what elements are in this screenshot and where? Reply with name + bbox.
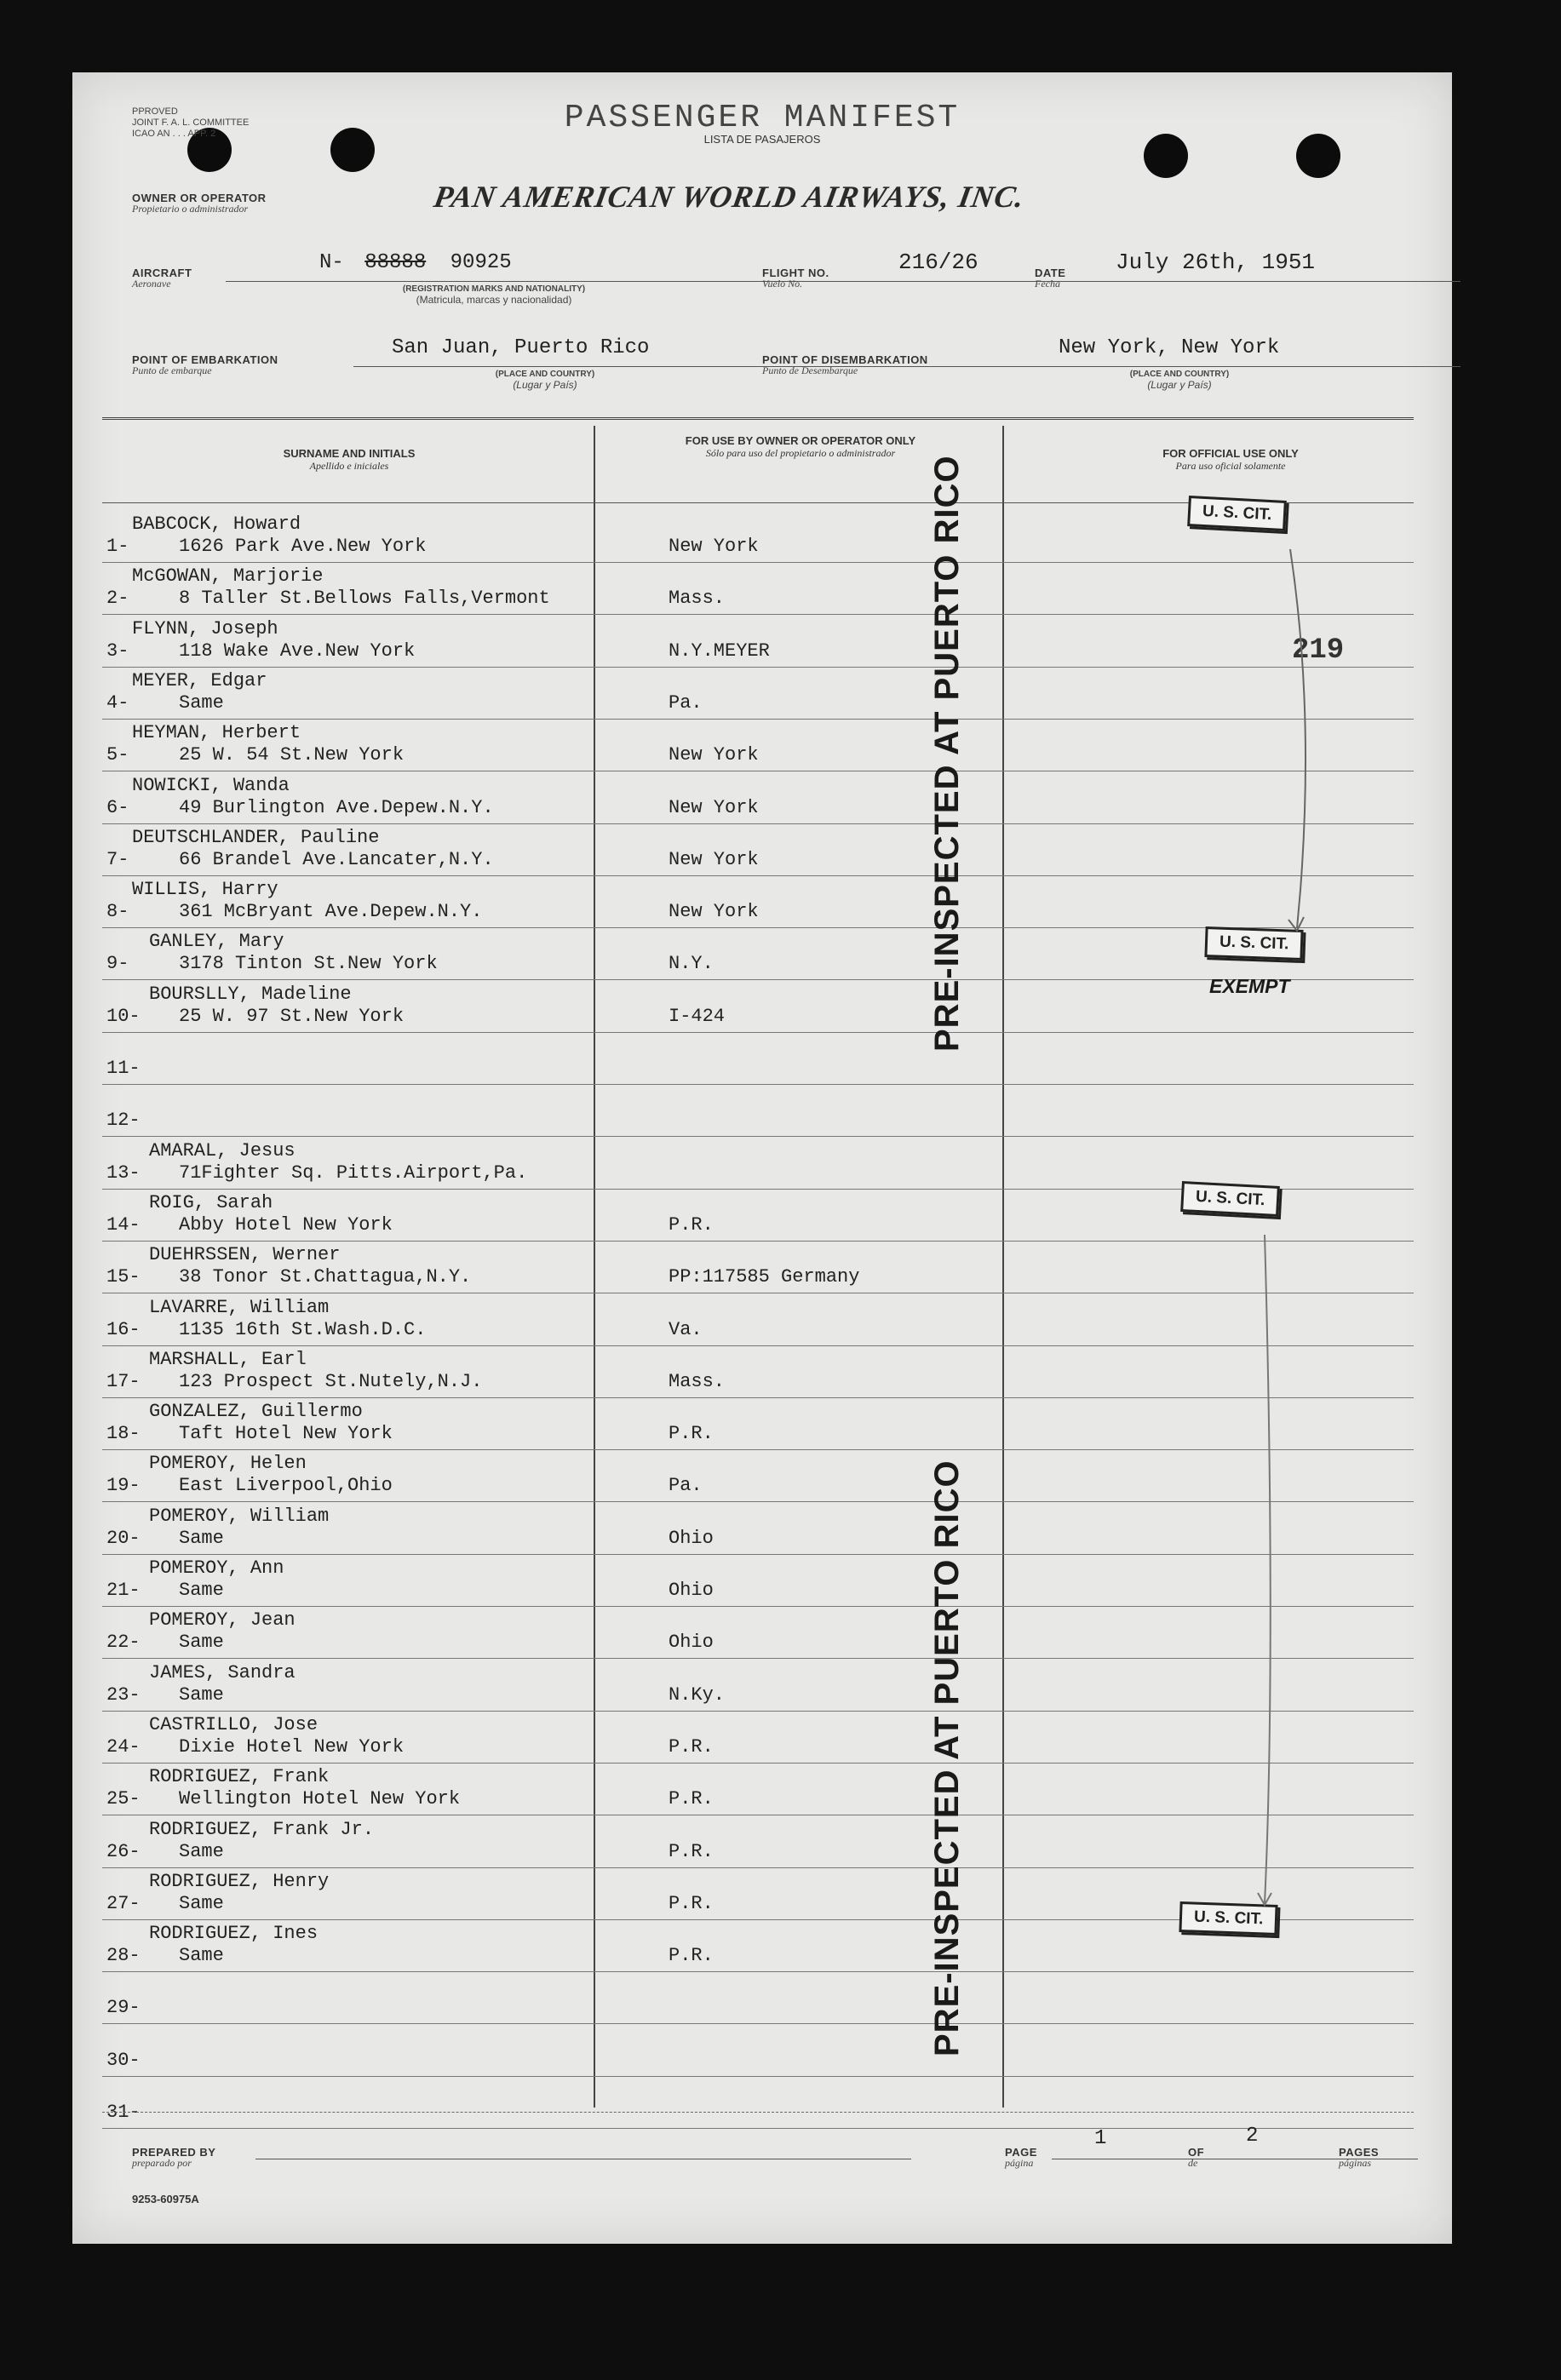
- operator-note: Pa.: [669, 691, 703, 714]
- passenger-name: WILLIS, Harry: [132, 879, 278, 901]
- passenger-name: McGOWAN, Marjorie: [132, 565, 324, 588]
- row-number: 29-: [106, 1997, 141, 2019]
- row-rule: [102, 667, 1414, 668]
- row-number: 5-: [106, 744, 129, 766]
- passenger-name: AMARAL, Jesus: [149, 1139, 296, 1161]
- operator-note: P.R.: [669, 1892, 714, 1914]
- title-block: [515, 100, 1009, 146]
- pages-label-block: [1339, 2146, 1379, 2170]
- passenger-address: Taft Hotel New York: [179, 1423, 393, 1445]
- row-number: 30-: [106, 2049, 141, 2071]
- row-number: 8-: [106, 901, 129, 923]
- passenger-name: GANLEY, Mary: [149, 931, 284, 953]
- operator-note: Ohio: [669, 1580, 714, 1601]
- column-divider: [1002, 426, 1004, 2108]
- pages-sublabel: páginas: [1339, 2157, 1372, 2169]
- row-number: 1-: [106, 536, 129, 557]
- col-official-sublabel: Para uso oficial solamente: [1175, 460, 1286, 472]
- row-number: 23-: [106, 1683, 141, 1706]
- aircraft-value: [319, 251, 512, 274]
- passenger-address: Same: [179, 1683, 224, 1706]
- col-official-label: FOR OFFICIAL USE ONLY: [1162, 447, 1299, 460]
- col-official-header: [1077, 447, 1384, 473]
- row-number: 28-: [106, 1945, 141, 1967]
- form-number: 9253-60975A: [132, 2193, 199, 2205]
- passenger-address: Same: [179, 1945, 224, 1967]
- table-top-rule: [102, 417, 1414, 420]
- row-number: 11-: [106, 1058, 141, 1079]
- operator-note: New York: [669, 796, 759, 818]
- passenger-address: Same: [179, 1632, 224, 1654]
- passenger-address: 8 Taller St.Bellows Falls,Vermont: [179, 588, 550, 610]
- col-surname-sublabel: Apellido e iniciales: [309, 460, 389, 472]
- of-label: OF: [1188, 2146, 1205, 2159]
- row-rule: [102, 1345, 1414, 1346]
- approval-line: JOINT F. A. L. COMMITTEE: [132, 118, 250, 128]
- flight-label: FLIGHT NO.: [762, 267, 829, 279]
- aircraft-label-block: [132, 267, 192, 290]
- passenger-name: MEYER, Edgar: [132, 669, 267, 691]
- page-number: 1: [1094, 2127, 1107, 2150]
- passenger-name: BOURSLLY, Madeline: [149, 983, 352, 1005]
- airline-name: PAN AMERICAN WORLD AIRWAYS, INC.: [431, 180, 1028, 214]
- operator-note: New York: [669, 848, 759, 870]
- passenger-address: East Liverpool,Ohio: [179, 1475, 393, 1497]
- row-number: 20-: [106, 1527, 141, 1549]
- caption: (PLACE AND COUNTRY): [495, 370, 595, 379]
- col-surname-label: SURNAME AND INITIALS: [283, 447, 416, 460]
- aircraft-prefix: N-: [319, 251, 344, 274]
- punch-hole: [1296, 134, 1340, 178]
- page-label: PAGE: [1005, 2146, 1037, 2159]
- row-rule: [102, 1032, 1414, 1033]
- passenger-address: 1135 16th St.Wash.D.C.: [179, 1318, 427, 1340]
- row-rule: [102, 875, 1414, 876]
- operator-note: P.R.: [669, 1840, 714, 1862]
- row-number: 13-: [106, 1161, 141, 1184]
- operator-note: PP:117585 Germany: [669, 1266, 860, 1288]
- passenger-name: BABCOCK, Howard: [132, 513, 301, 535]
- embark-label: POINT OF EMBARKATION: [132, 353, 278, 366]
- passenger-name: HEYMAN, Herbert: [132, 722, 301, 744]
- total-pages: 2: [1246, 2125, 1259, 2148]
- page-sublabel: página: [1005, 2157, 1034, 2169]
- row-rule: [102, 1501, 1414, 1502]
- passenger-address: Same: [179, 1527, 224, 1549]
- operator-note: N.Y.: [669, 953, 714, 975]
- prepared-sublabel: preparado por: [132, 2157, 192, 2169]
- row-number: 9-: [106, 953, 129, 975]
- passenger-address: 25 W. 97 St.New York: [179, 1005, 405, 1027]
- passenger-name: RODRIGUEZ, Frank Jr.: [149, 1818, 375, 1840]
- disembark-label-block: [762, 353, 928, 377]
- row-rule: [102, 823, 1414, 824]
- passenger-address: Wellington Hotel New York: [179, 1788, 461, 1810]
- passenger-address: Dixie Hotel New York: [179, 1735, 405, 1758]
- passenger-address: Same: [179, 1580, 224, 1601]
- column-divider: [594, 426, 595, 2108]
- passenger-name: RODRIGUEZ, Frank: [149, 1766, 330, 1788]
- operator-note: P.R.: [669, 1423, 714, 1445]
- row-number: 4-: [106, 691, 129, 714]
- us-cit-stamp: U. S. CIT.: [1204, 926, 1303, 961]
- operator-note: N.Ky.: [669, 1683, 726, 1706]
- passenger-name: POMEROY, Helen: [149, 1453, 307, 1475]
- preinspected-stamp: PRE-INSPECTED AT PUERTO RICO: [928, 455, 966, 1052]
- operator-note: New York: [669, 901, 759, 923]
- row-number: 21-: [106, 1580, 141, 1601]
- row-number: 25-: [106, 1788, 141, 1810]
- row-rule: [102, 1136, 1414, 1137]
- owner-label: OWNER OR OPERATOR: [132, 192, 267, 204]
- row-rule: [102, 614, 1414, 615]
- col-owner-label: FOR USE BY OWNER OR OPERATOR ONLY: [685, 434, 916, 447]
- passenger-name: NOWICKI, Wanda: [132, 774, 290, 796]
- aircraft-struck: 88888: [364, 251, 427, 274]
- row-number: 31-: [106, 2102, 141, 2123]
- row-rule: [102, 2023, 1414, 2024]
- row-number: 19-: [106, 1475, 141, 1497]
- passenger-address: 118 Wake Ave.New York: [179, 639, 416, 662]
- passenger-address: 25 W. 54 St.New York: [179, 744, 405, 766]
- flight-label-block: [762, 267, 829, 290]
- passenger-address: 1626 Park Ave.New York: [179, 536, 427, 557]
- operator-note: P.R.: [669, 1213, 714, 1236]
- row-rule: [102, 1554, 1414, 1555]
- passenger-address: Same: [179, 691, 224, 714]
- us-cit-stamp: U. S. CIT.: [1180, 1181, 1280, 1217]
- passenger-name: FLYNN, Joseph: [132, 617, 278, 639]
- date-label-block: [1035, 267, 1065, 290]
- passenger-address: 38 Tonor St.Chattagua,N.Y.: [179, 1266, 472, 1288]
- row-number: 12-: [106, 1110, 141, 1132]
- passenger-name: MARSHALL, Earl: [149, 1348, 307, 1370]
- row-number: 15-: [106, 1266, 141, 1288]
- passenger-address: 71Fighter Sq. Pitts.Airport,Pa.: [179, 1161, 528, 1184]
- passenger-name: DUEHRSSEN, Werner: [149, 1244, 341, 1266]
- row-rule: [102, 1867, 1414, 1868]
- divider: [226, 281, 1461, 282]
- row-number: 22-: [106, 1632, 141, 1654]
- row-number: 14-: [106, 1213, 141, 1236]
- row-number: 3-: [106, 639, 129, 662]
- aircraft-sublabel: Aeronave: [132, 278, 171, 290]
- row-number: 10-: [106, 1005, 141, 1027]
- flight-value: 216/26: [898, 249, 978, 275]
- operator-note: N.Y.MEYER: [669, 639, 770, 662]
- flight-sublabel: Vuelo No.: [762, 278, 803, 290]
- row-rule: [102, 1711, 1414, 1712]
- embark-sublabel: Punto de embarque: [132, 364, 212, 376]
- caption: (REGISTRATION MARKS AND NATIONALITY): [402, 284, 586, 294]
- row-rule: [102, 1449, 1414, 1450]
- date-value: July 26th, 1951: [1116, 249, 1316, 275]
- prepared-label: PREPARED BY: [132, 2146, 216, 2159]
- disembark-value: New York, New York: [1059, 336, 1280, 359]
- page-label-block: [1005, 2146, 1037, 2170]
- aircraft-registration: 90925: [450, 251, 512, 274]
- aircraft-caption: [349, 284, 639, 306]
- embark-label-block: [132, 353, 278, 377]
- row-number: 6-: [106, 796, 129, 818]
- approval-line: PPROVED: [132, 106, 178, 117]
- passenger-address: Same: [179, 1892, 224, 1914]
- row-rule: [102, 562, 1414, 563]
- passenger-name: LAVARRE, William: [149, 1296, 330, 1318]
- passenger-name: POMEROY, William: [149, 1505, 330, 1527]
- operator-note: P.R.: [669, 1945, 714, 1967]
- aircraft-label: AIRCRAFT: [132, 267, 192, 279]
- row-number: 2-: [106, 588, 129, 610]
- operator-note: Pa.: [669, 1475, 703, 1497]
- exempt-stamp: EXEMPT: [1209, 975, 1290, 997]
- row-number: 18-: [106, 1423, 141, 1445]
- embark-value: San Juan, Puerto Rico: [392, 336, 650, 359]
- passenger-name: GONZALEZ, Guillermo: [149, 1401, 363, 1423]
- owner-sublabel: Propietario o administrador: [132, 203, 249, 215]
- operator-note: New York: [669, 536, 759, 557]
- of-label-block: [1188, 2146, 1204, 2170]
- punch-hole: [1144, 134, 1188, 178]
- disembark-label: POINT OF DISEMBARKATION: [762, 353, 928, 366]
- us-cit-stamp: U. S. CIT.: [1179, 1901, 1277, 1936]
- count-annotation: 219: [1292, 634, 1345, 667]
- row-rule: [102, 2128, 1414, 2129]
- date-label: DATE: [1035, 267, 1066, 279]
- operator-note: P.R.: [669, 1788, 714, 1810]
- row-number: 24-: [106, 1735, 141, 1758]
- col-owner-header: [660, 434, 941, 460]
- passenger-name: RODRIGUEZ, Henry: [149, 1870, 330, 1892]
- caption: (Lugar y País): [1147, 379, 1212, 391]
- prepared-block: [132, 2146, 215, 2170]
- row-number: 26-: [106, 1840, 141, 1862]
- passenger-address: 123 Prospect St.Nutely,N.J.: [179, 1370, 483, 1392]
- preinspected-stamp: PRE-INSPECTED AT PUERTO RICO: [928, 1460, 966, 2056]
- pages-label: PAGES: [1339, 2146, 1380, 2159]
- operator-note: Mass.: [669, 588, 726, 610]
- passenger-name: ROIG, Sarah: [149, 1191, 273, 1213]
- row-rule: [102, 1241, 1414, 1242]
- approval-line: ICAO AN . . . APP. 2: [132, 129, 216, 139]
- row-number: 16-: [106, 1318, 141, 1340]
- col-owner-sublabel: Sólo para uso del propietario o administrador: [705, 447, 896, 459]
- page-title: PASSENGER MANIFEST: [564, 100, 961, 136]
- operator-note: Mass.: [669, 1370, 726, 1392]
- operator-note: New York: [669, 744, 759, 766]
- passenger-name: POMEROY, Jean: [149, 1609, 296, 1632]
- row-rule: [102, 719, 1414, 720]
- passenger-name: JAMES, Sandra: [149, 1661, 296, 1683]
- us-cit-stamp: U. S. CIT.: [1187, 496, 1287, 531]
- passenger-address: 49 Burlington Ave.Depew.N.Y.: [179, 796, 494, 818]
- of-sublabel: de: [1188, 2157, 1198, 2169]
- operator-note: Va.: [669, 1318, 703, 1340]
- passenger-address: 66 Brandel Ave.Lancater,N.Y.: [179, 848, 494, 870]
- passenger-name: POMEROY, Ann: [149, 1557, 284, 1579]
- caption: (Matricula, marcas y nacionalidad): [416, 294, 572, 306]
- operator-note: I-424: [669, 1005, 726, 1027]
- page-subtitle: LISTA DE PASAJEROS: [703, 133, 821, 146]
- passenger-name: CASTRILLO, Jose: [149, 1713, 319, 1735]
- row-rule: [102, 1397, 1414, 1398]
- row-rule: [102, 1084, 1414, 1085]
- row-rule: [102, 1606, 1414, 1607]
- row-rule: [102, 2076, 1414, 2077]
- approval-block: [132, 106, 249, 140]
- row-rule: [102, 1971, 1414, 1972]
- footer-rule: [102, 2112, 1414, 2113]
- punch-hole: [330, 128, 375, 172]
- passenger-address: 361 McBryant Ave.Depew.N.Y.: [179, 901, 483, 923]
- passenger-address: 3178 Tinton St.New York: [179, 953, 438, 975]
- embark-caption: [460, 369, 630, 391]
- operator-note: Ohio: [669, 1632, 714, 1654]
- passenger-name: RODRIGUEZ, Ines: [149, 1923, 319, 1945]
- row-number: 7-: [106, 848, 129, 870]
- owner-label-block: [132, 192, 267, 215]
- manifest-sheet: [72, 72, 1452, 2244]
- disembark-caption: [1094, 369, 1265, 391]
- caption: (PLACE AND COUNTRY): [1129, 370, 1230, 379]
- passenger-address: Abby Hotel New York: [179, 1213, 393, 1236]
- row-number: 27-: [106, 1892, 141, 1914]
- pencil-connector-lines: [1222, 532, 1316, 1954]
- col-surname-header: [158, 447, 541, 473]
- passenger-address: Same: [179, 1840, 224, 1862]
- passenger-name: DEUTSCHLANDER, Pauline: [132, 826, 380, 848]
- caption: (Lugar y País): [513, 379, 577, 391]
- operator-note: Ohio: [669, 1527, 714, 1549]
- row-rule: [102, 1658, 1414, 1659]
- date-sublabel: Fecha: [1035, 278, 1060, 290]
- disembark-sublabel: Punto de Desembarque: [762, 364, 858, 376]
- operator-note: P.R.: [669, 1735, 714, 1758]
- row-number: 17-: [106, 1370, 141, 1392]
